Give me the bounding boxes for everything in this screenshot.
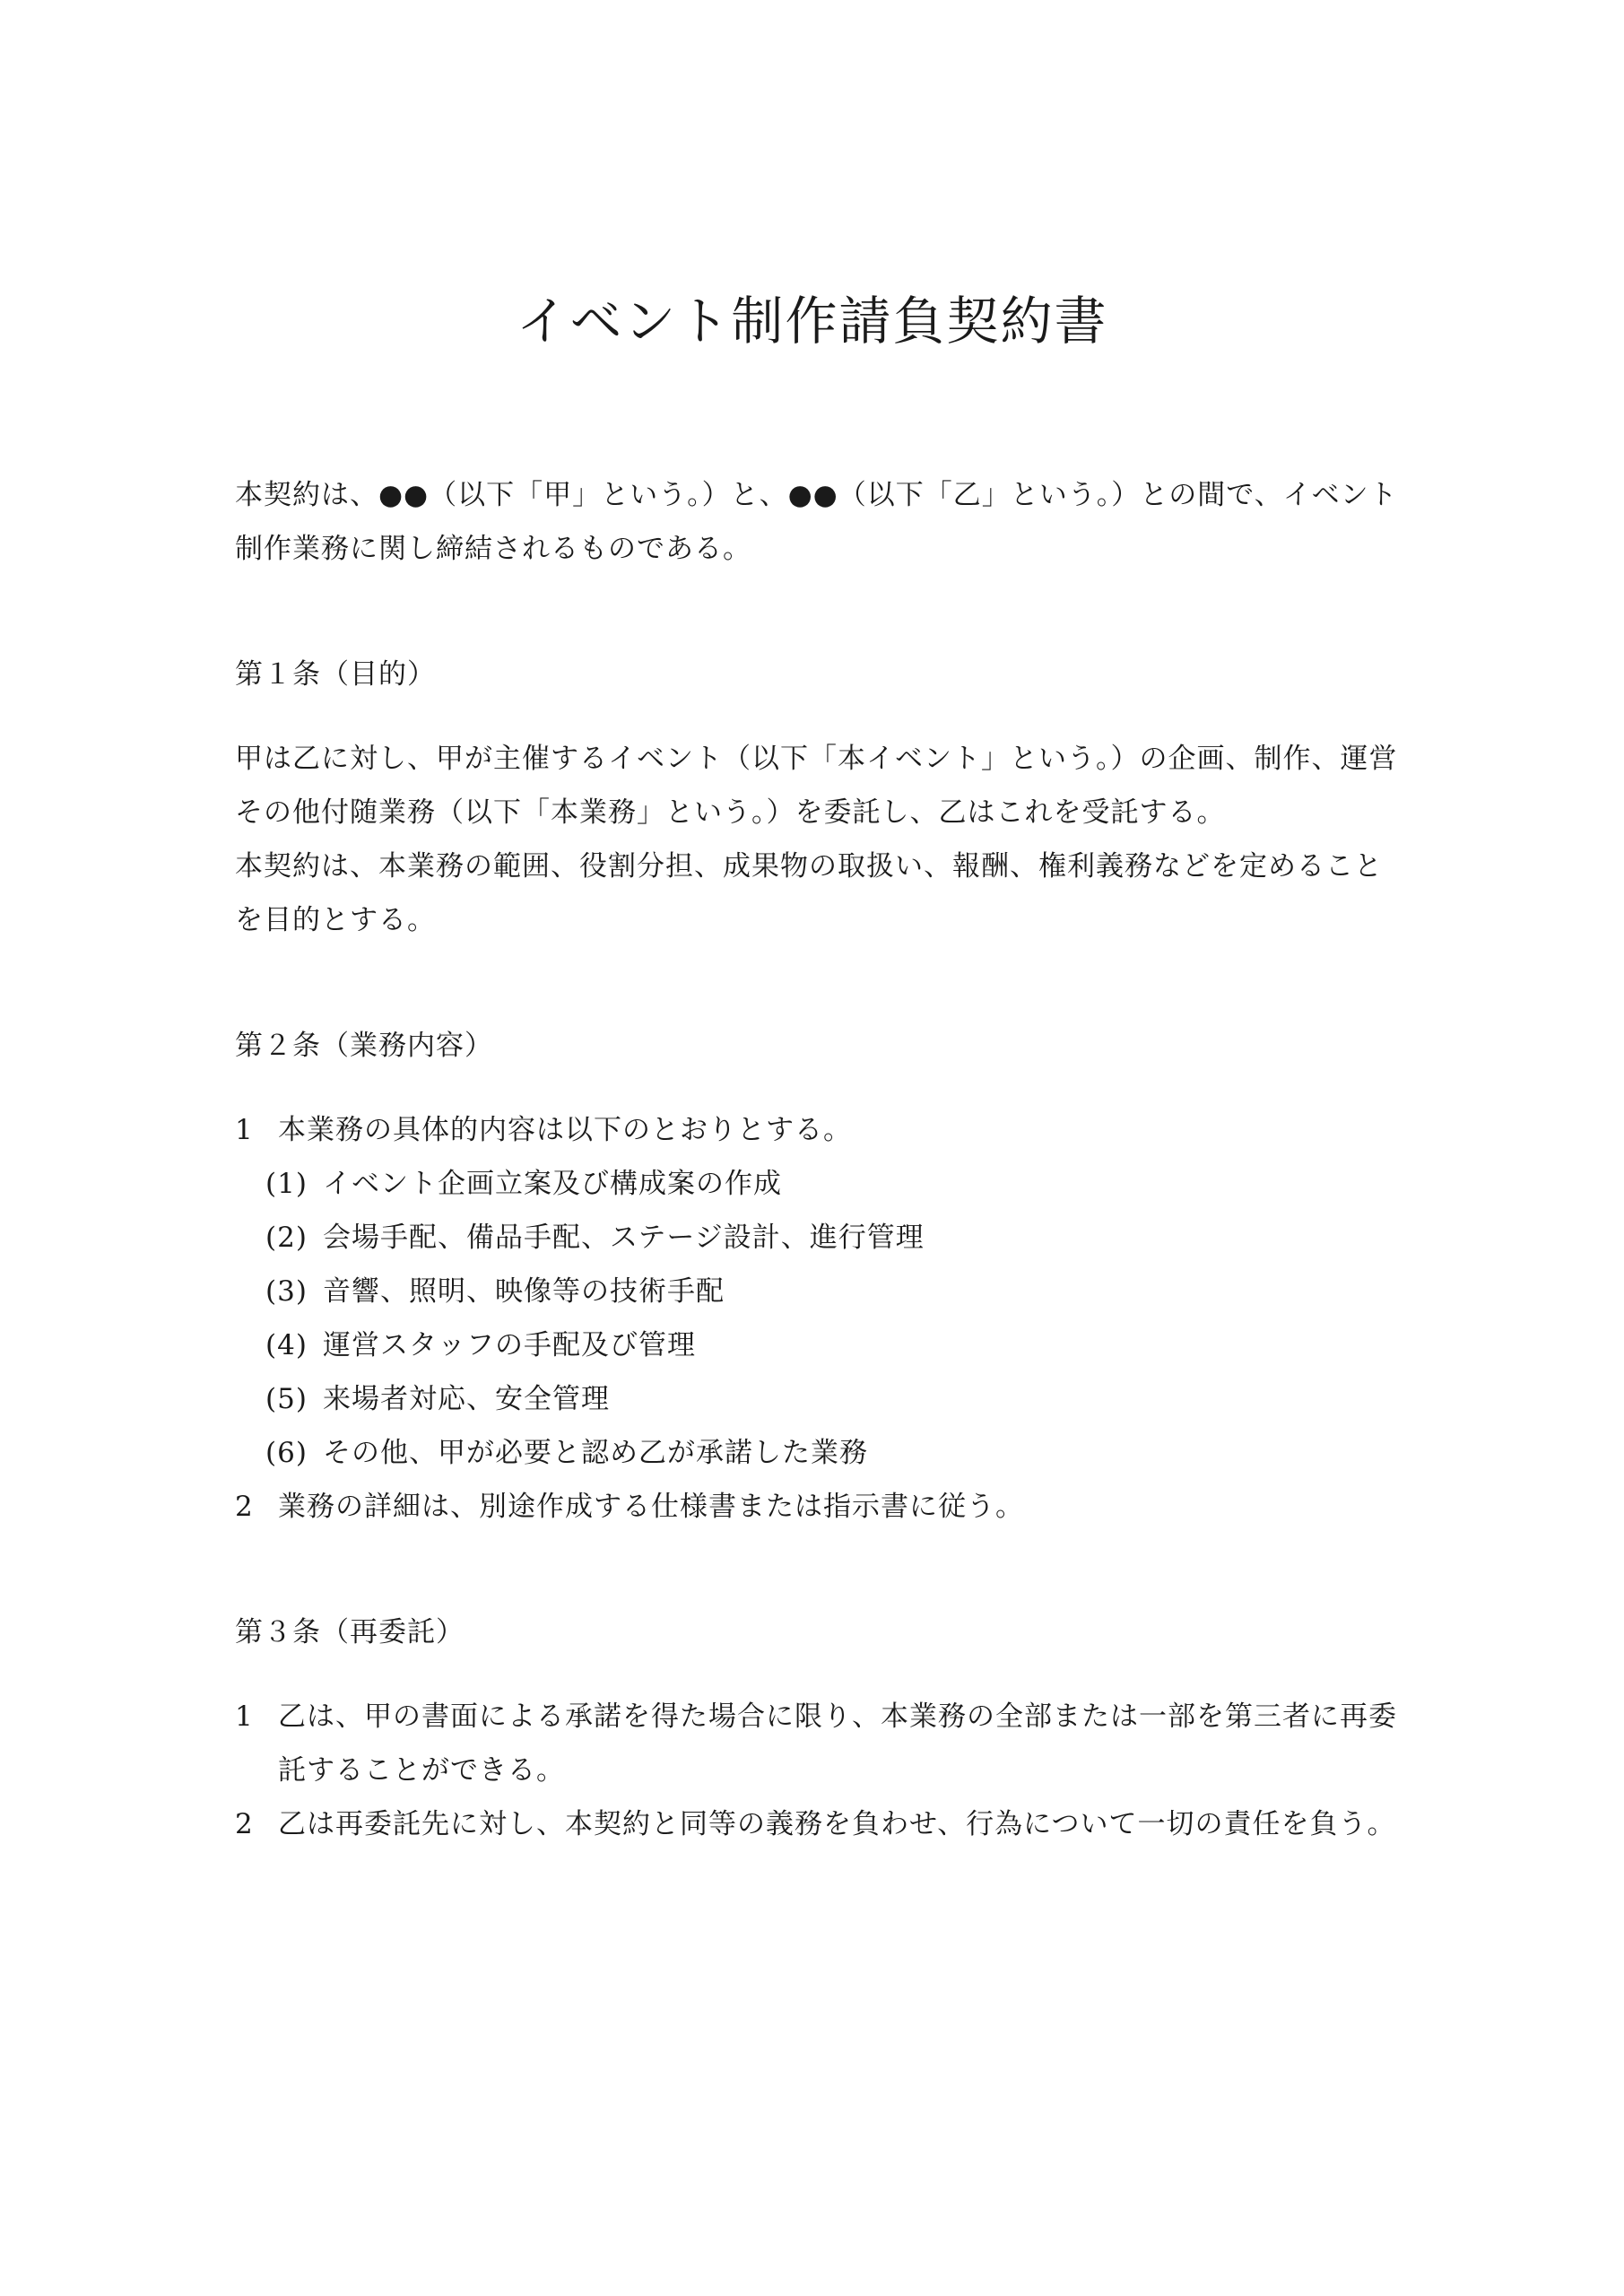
- clause-number: 2: [235, 1808, 254, 1840]
- sub-item-number: (2): [265, 1222, 308, 1254]
- sub-item-text: 音響、照明、映像等の技術手配: [323, 1275, 725, 1308]
- article-paragraph: 本契約は、本業務の範囲、役割分担、成果物の取扱い、報酬、権利義務などを定めることを目的とする。: [235, 850, 1383, 936]
- article-heading: 第３条（再委託）: [235, 1616, 465, 1648]
- sub-item-text: 会場手配、備品手配、ステージ設計、進行管理: [323, 1222, 925, 1254]
- sub-item: [235, 1318, 1401, 1372]
- clause-text: 乙は再委託先に対し、本契約と同等の義務を負わせ、行為について一切の責任を負う。: [278, 1808, 1396, 1840]
- sub-item: [235, 1157, 1401, 1211]
- sub-item: [235, 1426, 1401, 1480]
- article-paragraph: 甲は乙に対し、甲が主催するイベント（以下「本イベント」という。）の企画、制作、運営その他付随業務（以下「本業務」という。）を委託し、乙はこれを受託する。: [235, 743, 1398, 829]
- sub-item-number: (5): [265, 1383, 308, 1415]
- sub-item: [235, 1265, 1401, 1318]
- sub-item-text: 運営スタッフの手配及び管理: [323, 1329, 696, 1361]
- article-heading: 第２条（業務内容）: [235, 1030, 493, 1062]
- clause-text: 乙は、甲の書面による承諾を得た場合に限り、本業務の全部または一部を第三者に再委託することができる。: [278, 1700, 1397, 1787]
- clause-number: 1: [235, 1114, 254, 1146]
- document-title: イベント制作請負契約書: [516, 291, 1108, 352]
- sub-item-number: (3): [265, 1275, 308, 1308]
- preamble-text: 本契約は、●●（以下「甲」という。）と、●●（以下「乙」という。）との間で、イベント制作業務に関し締結されるものである。: [235, 479, 1398, 565]
- article-2: [235, 1019, 1401, 1534]
- article-1: [235, 648, 1401, 947]
- numbered-clause: [235, 1797, 1401, 1851]
- sub-item-number: (4): [265, 1329, 308, 1361]
- numbered-clause: [235, 1103, 1401, 1157]
- sub-item-text: 来場者対応、安全管理: [323, 1383, 610, 1415]
- clause-number: 1: [235, 1700, 254, 1733]
- numbered-clause: [235, 1690, 1401, 1797]
- clause-text: 業務の詳細は、別途作成する仕様書または指示書に従う。: [278, 1491, 1024, 1523]
- sub-item-number: (6): [265, 1437, 308, 1469]
- preamble: [235, 468, 1401, 576]
- article-heading: 第１条（目的）: [235, 658, 436, 691]
- clause-number: 2: [235, 1491, 254, 1523]
- clause-text: 本業務の具体的内容は以下のとおりとする。: [278, 1114, 852, 1146]
- sub-item-text: その他、甲が必要と認め乙が承諾した業務: [323, 1437, 868, 1469]
- numbered-clause: [235, 1480, 1401, 1534]
- sub-item-text: イベント企画立案及び構成案の作成: [323, 1168, 782, 1200]
- sub-item-number: (1): [265, 1168, 308, 1200]
- sub-item: [235, 1372, 1401, 1426]
- sub-item: [235, 1211, 1401, 1265]
- document-body: [235, 468, 1401, 1923]
- article-3: [235, 1605, 1401, 1851]
